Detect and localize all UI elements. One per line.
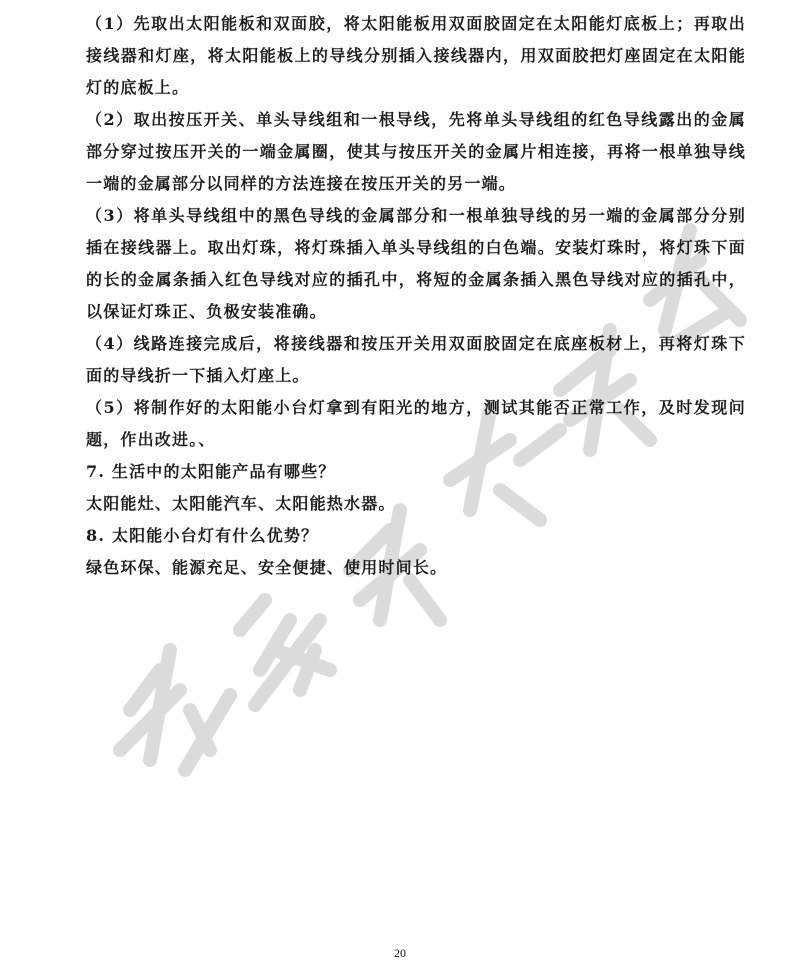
- question-7: 7. 生活中的太阳能产品有哪些？: [86, 462, 336, 481]
- question-8: 8. 太阳能小台灯有什么优势？: [86, 526, 319, 545]
- step-4-paragraph: （4）线路连接完成后，将接线器和按压开关用双面胶固定在底座板材上，再将灯珠下面的导线折一下插入灯座上。: [86, 334, 746, 385]
- step-5-paragraph: （5）将制作好的太阳能小台灯拿到有阳光的地方，测试其能否正常工作，及时发现问题，作出改进。、: [86, 398, 746, 449]
- step-3-paragraph: （3）将单头导线组中的黑色导线的金属部分和一根单独导线的另一端的金属部分分别插在接线器上。取出灯珠，将灯珠插入单头导线组的白色端。安装灯珠时，将灯珠下面的长的金属条插入红色导线对应的插孔中，将短的金属条插入黑色导线对应的插孔中，以保证灯珠正、负极安装准确。: [86, 206, 746, 321]
- step-1-paragraph: （1）先取出太阳能板和双面胶，将太阳能板用双面胶固定在太阳能灯底板上；再取出接线器和灯座，将太阳能板上的导线分别插入接线器内，用双面胶把灯座固定在太阳能灯的底板上。: [86, 14, 746, 97]
- answer-8: 绿色环保、能源充足、安全便捷、使用时间长。: [86, 558, 448, 577]
- step-2-paragraph: （2）取出按压开关、单头导线组和一根导线，先将单头导线组的红色导线露出的金属部分穿过按压开关的一端金属圈，使其与按压开关的金属片相连接，再将一根单独导线一端的金属部分以同样的方法连接在按压开关的另一端。: [86, 110, 746, 193]
- document-body: [86, 8, 746, 584]
- page-number: 20: [394, 946, 406, 960]
- answer-7: 太阳能灶、太阳能汽车、太阳能热水器。: [86, 494, 396, 513]
